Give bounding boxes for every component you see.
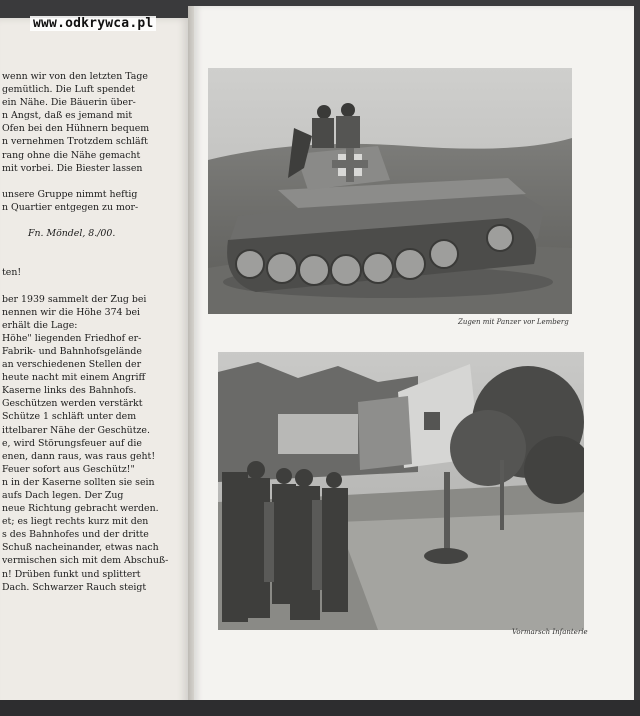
text-line [2, 214, 188, 227]
text-line: vermischen sich mit dem Abschuß- [2, 555, 169, 567]
text-line: Schuß nacheinander, etwas nach [2, 542, 159, 554]
text-line: nennen wir die Höhe 374 bei [2, 306, 141, 318]
text-line: neue Richtung gebracht werden. [2, 503, 159, 515]
text-line: Fabrik- und Bahnhofsgelände [2, 345, 142, 357]
text-line: Geschützen werden verstärkt [2, 398, 143, 410]
text-line: wenn wir von den letzten Tage [2, 71, 148, 82]
text-line: n vernehmen Trotzdem schläft [2, 136, 148, 148]
website-watermark: www.odkrywca.pl [30, 16, 156, 31]
text-line: Fn. Möndel, 8./00. [28, 228, 116, 240]
text-line: mit vorbei. Die Biester lassen [2, 162, 143, 174]
text-line: gemütlich. Die Luft spendet [2, 84, 135, 96]
text-line: s des Bahnhofes und der dritte [2, 529, 149, 541]
text-line: ein Nähe. Die Bäuerin über- [2, 97, 136, 109]
text-line: erhält die Lage: [2, 319, 78, 331]
left-page-text-column [2, 70, 188, 594]
text-line: heute nacht mit einem Angriff [2, 372, 146, 384]
text-line: et; es liegt rechts kurz mit den [2, 516, 149, 528]
text-line [2, 253, 188, 266]
right-book-page [194, 6, 634, 712]
text-line: Kaserne links des Bahnhofs. [2, 385, 137, 397]
text-line: aufs Dach legen. Der Zug [2, 490, 124, 501]
text-line: Dach. Schwarzer Rauch steigt [2, 581, 147, 593]
text-line: ten! [2, 267, 22, 279]
text-line: Feuer sofort aus Geschütz!" [2, 463, 135, 475]
text-line: enen, dann raus, was raus geht! [2, 450, 156, 462]
tank-photo-image [208, 68, 572, 314]
infantry-photograph [218, 352, 584, 630]
text-line: n! Drüben funkt und splittert [2, 568, 141, 580]
text-line: n Angst, daß es jemand mit [2, 110, 133, 122]
text-line [2, 175, 188, 188]
text-line: Ofen bei den Hühnern bequem [2, 123, 150, 135]
left-book-page [0, 18, 190, 710]
text-line: e, wird Störungsfeuer auf die [2, 437, 142, 449]
table-surface [0, 700, 640, 716]
infantry-photo-image [218, 352, 584, 630]
text-line: Schütze 1 schläft unter dem [2, 411, 137, 423]
text-line: n Quartier entgegen zu mor- [2, 201, 139, 213]
text-line: ittelbarer Nähe der Geschütze. [2, 424, 150, 436]
text-line: an verschiedenen Stellen der [2, 359, 142, 371]
text-line [2, 280, 188, 293]
top-photo-caption: Zugen mit Panzer vor Lemberg [458, 318, 569, 326]
text-line: unsere Gruppe nimmt heftig [2, 188, 138, 200]
text-line: Höhe" liegenden Friedhof er- [2, 332, 142, 344]
text-line: ber 1939 sammelt der Zug bei [2, 293, 147, 305]
text-line: n in der Kaserne sollten sie sein [2, 476, 155, 488]
tank-photograph [208, 68, 572, 314]
text-line: rang ohne die Nähe gemacht [2, 149, 141, 161]
bottom-photo-caption: Vormarsch Infanterie [512, 628, 588, 636]
text-line [2, 240, 188, 253]
